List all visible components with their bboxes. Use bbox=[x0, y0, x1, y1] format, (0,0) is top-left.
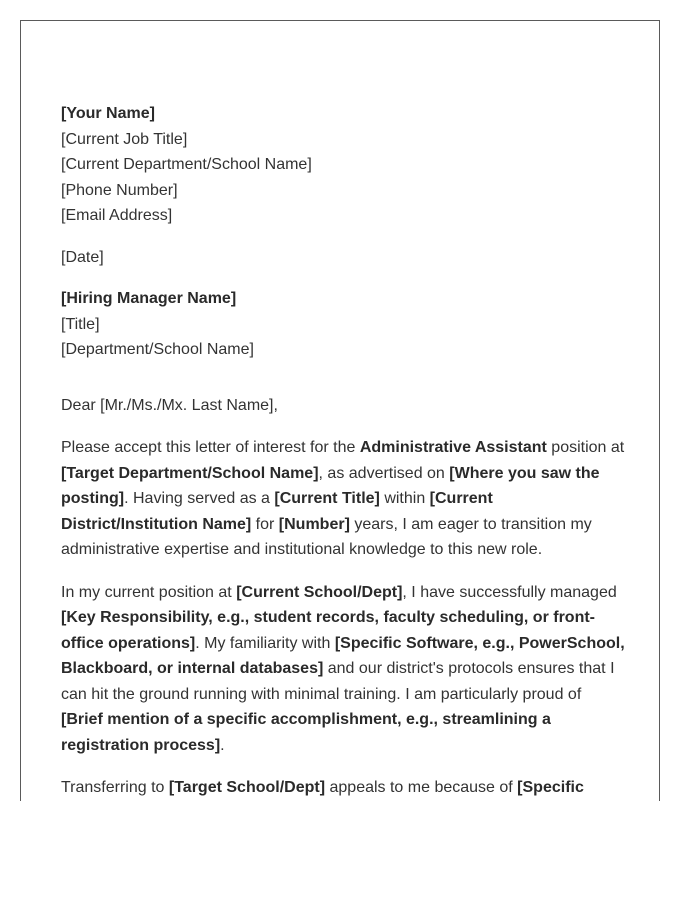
recipient-department: [Department/School Name] bbox=[61, 341, 254, 358]
paragraph-text: position at bbox=[546, 439, 625, 456]
placeholder-text: [Specific Software, e.g., PowerSchool, Blackboard, or internal databases] bbox=[61, 634, 625, 677]
sender-job-title: [Current Job Title] bbox=[61, 130, 188, 148]
letter-body bbox=[61, 435, 626, 801]
sender-department: [Current Department/School Name] bbox=[61, 156, 312, 173]
placeholder-text: [Where you saw the posting] bbox=[61, 464, 600, 507]
paragraph-text: for bbox=[251, 515, 279, 533]
paragraph-text: years, I am eager to transition my administrative expertise and institutional knowledge to this new role. bbox=[61, 515, 592, 558]
paragraph-text: , as advertised on bbox=[318, 464, 450, 482]
paragraph-text: . Having served as a bbox=[124, 490, 275, 507]
paragraph-text: , I have successfully managed bbox=[402, 583, 617, 601]
placeholder-text: [Current Title] bbox=[274, 490, 380, 507]
recipient-title: [Title] bbox=[61, 315, 100, 333]
paragraph-text: Transferring to bbox=[61, 779, 169, 796]
letter-content bbox=[61, 101, 626, 801]
letter-page bbox=[20, 20, 660, 801]
sender-block bbox=[61, 101, 626, 229]
recipient-block bbox=[61, 286, 626, 363]
paragraph-text: In my current position at bbox=[61, 583, 237, 601]
placeholder-text: [Key Responsibility, e.g., student records, faculty scheduling, or front-office operations] bbox=[61, 609, 595, 652]
paragraph-text: . bbox=[220, 736, 225, 754]
paragraph-text: . My familiarity with bbox=[195, 634, 335, 652]
date-block bbox=[61, 245, 626, 271]
sender-name: [Your Name] bbox=[61, 105, 155, 122]
placeholder-text: [Current School/Dept] bbox=[236, 583, 403, 601]
paragraph-text: appeals to me because of bbox=[325, 779, 518, 796]
placeholder-text: [Specific bbox=[517, 779, 584, 796]
placeholder-text: [Number] bbox=[278, 515, 350, 533]
placeholder-text: [Brief mention of a specific accomplishment, e.g., streamlining a registration process] bbox=[61, 711, 551, 754]
recipient-name: [Hiring Manager Name] bbox=[61, 290, 237, 307]
body-paragraph bbox=[61, 775, 626, 801]
body-paragraph bbox=[61, 435, 626, 563]
placeholder-text: [Target Department/School Name] bbox=[61, 464, 319, 482]
paragraph-text: and our district's protocols ensures that I can hit the ground running with minimal training. I am particularly proud of bbox=[61, 660, 615, 703]
salutation: Dear [Mr./Ms./Mx. Last Name], bbox=[61, 396, 278, 414]
placeholder-text: [Target School/Dept] bbox=[168, 779, 326, 796]
placeholder-text: [Current District/Institution Name] bbox=[61, 490, 493, 533]
sender-phone: [Phone Number] bbox=[61, 181, 178, 199]
letter-date: [Date] bbox=[61, 248, 104, 266]
placeholder-text: Administrative Assistant bbox=[359, 439, 547, 456]
sender-email: [Email Address] bbox=[61, 207, 173, 224]
body-paragraph bbox=[61, 580, 626, 759]
paragraph-text: Please accept this letter of interest for the bbox=[61, 439, 360, 456]
paragraph-text: within bbox=[379, 490, 430, 507]
